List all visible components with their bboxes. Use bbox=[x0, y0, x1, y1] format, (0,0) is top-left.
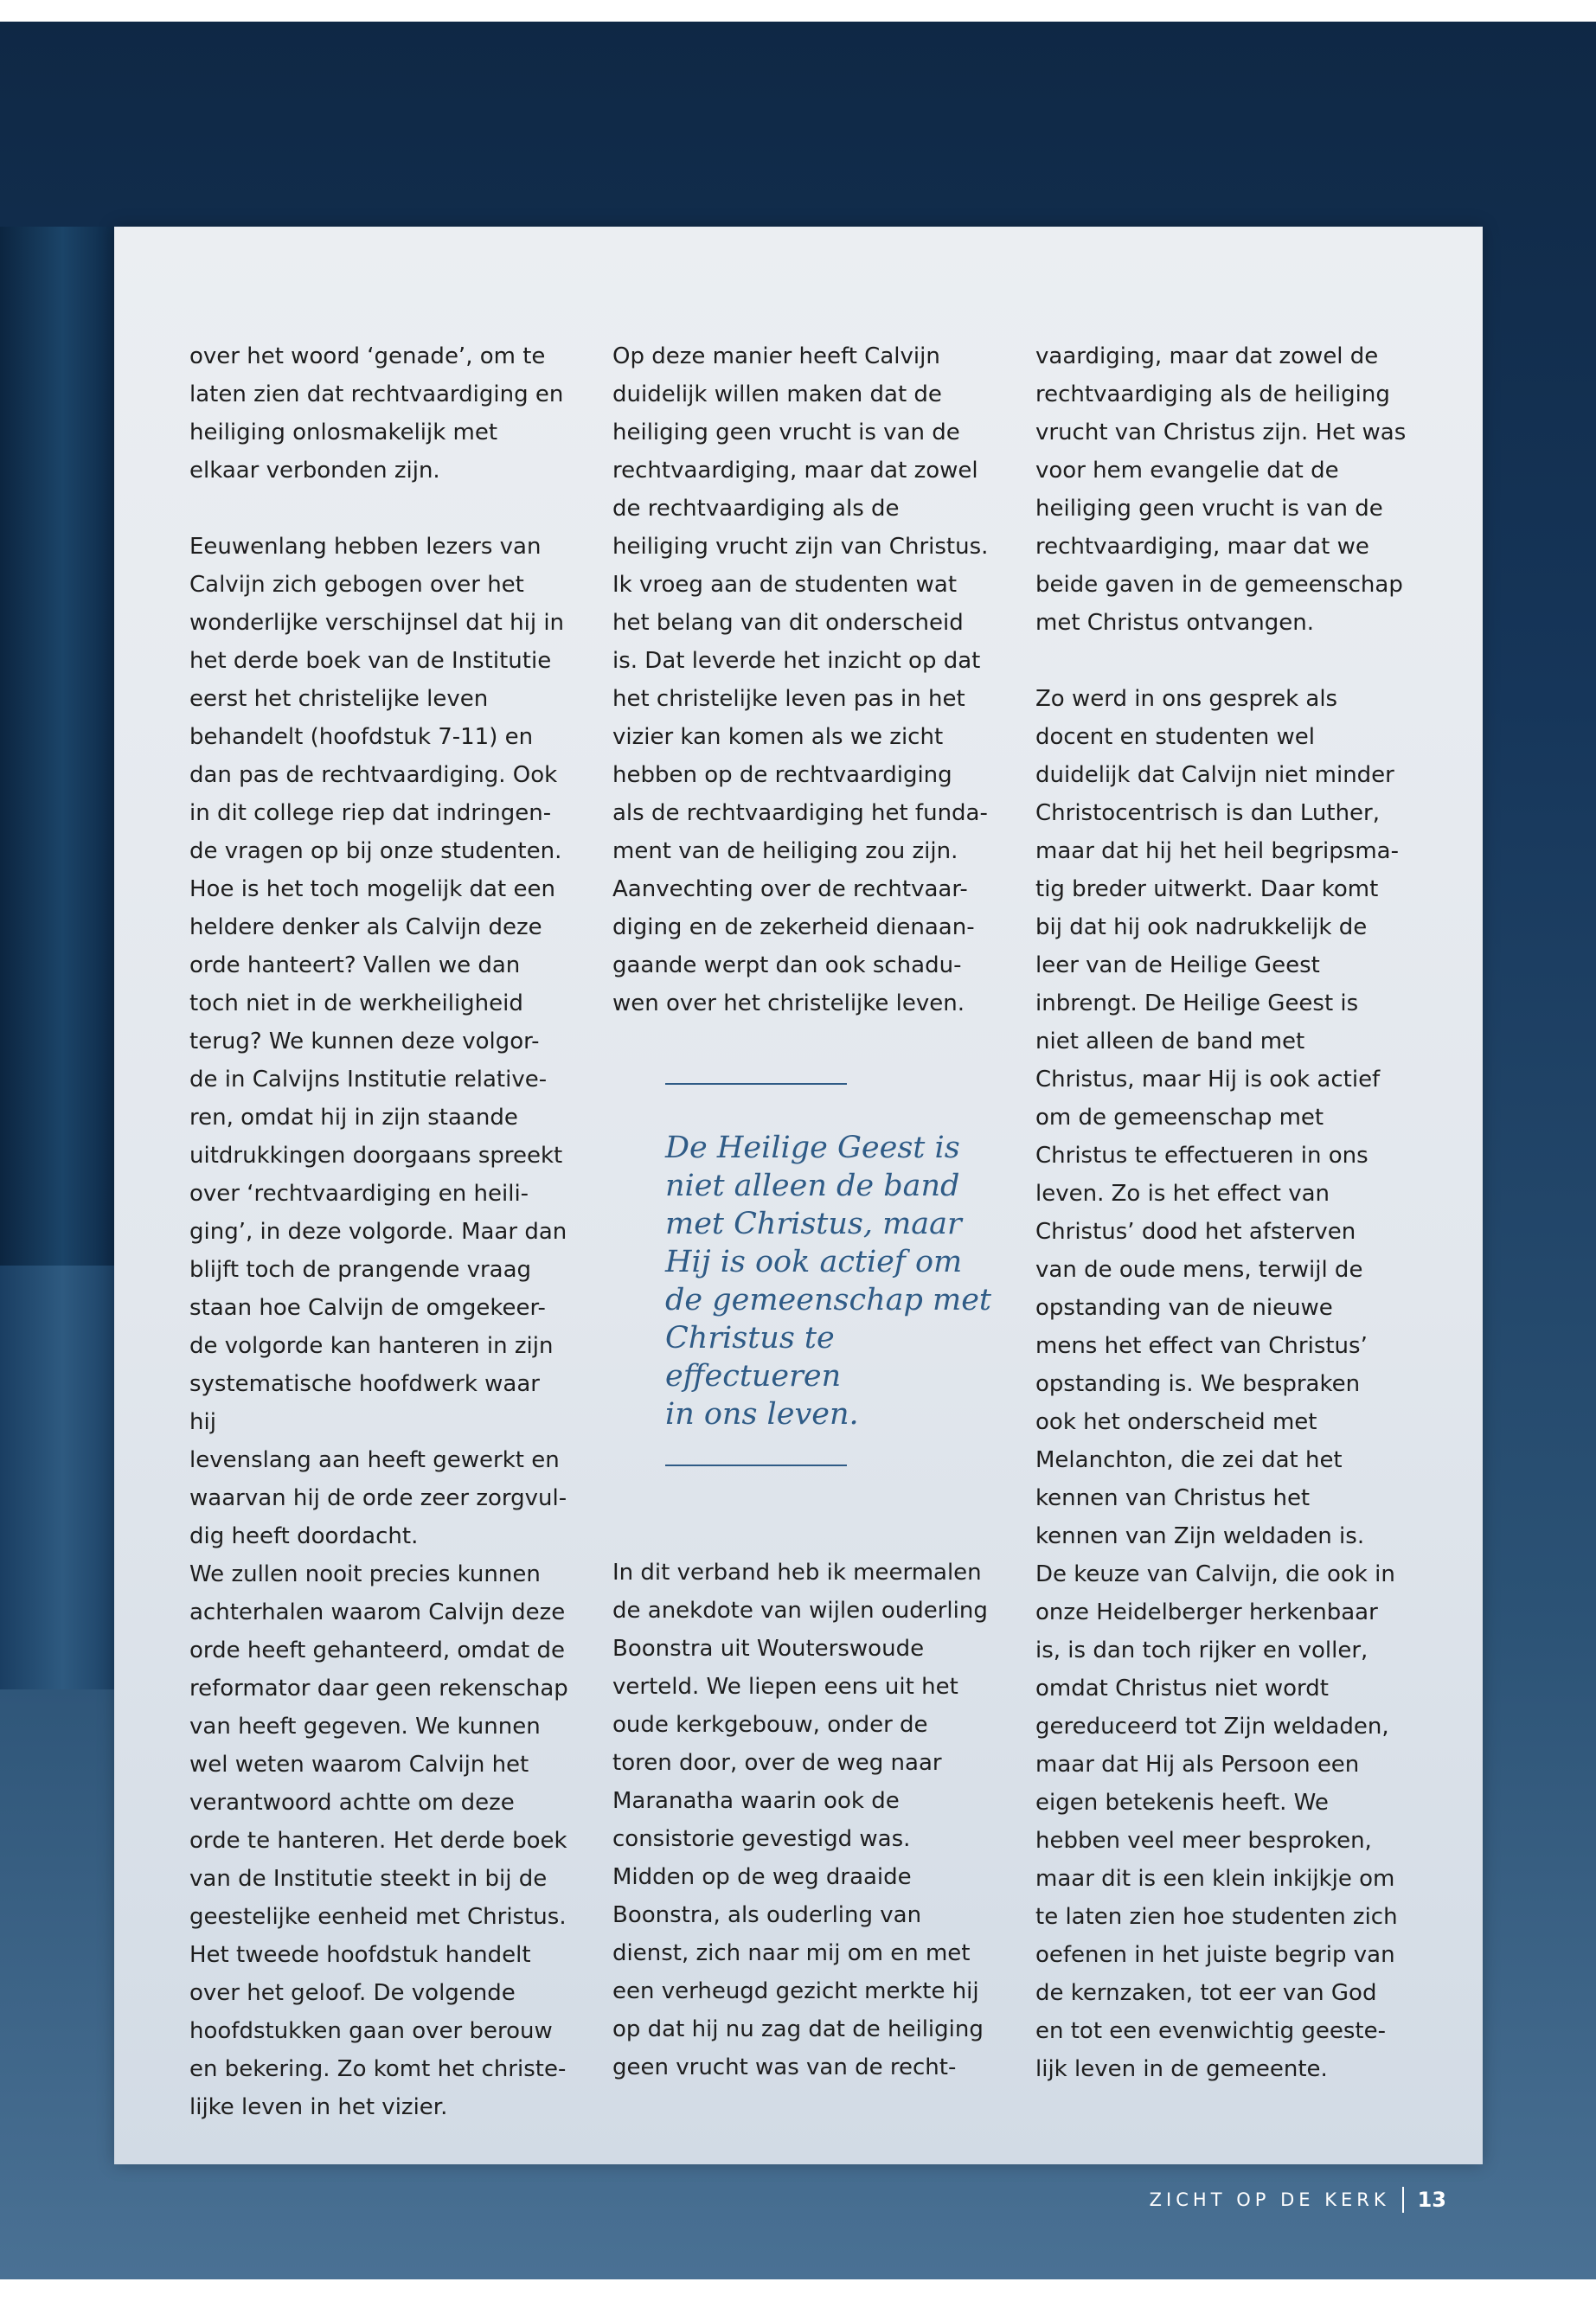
paragraph: over het woord ‘genade’, om te laten zien dat rechtvaardiging en heiliging onlosmakelijk met elkaar verbonden zijn. bbox=[189, 343, 564, 484]
paragraph: De keuze van Calvijn, die ook in onze Heidelberger herkenbaar is, is dan toch rijker en voller, omdat Christus niet wordt gereduceerd tot Zijn weldaden, maar dat Hij als Persoon een eigen betekenis heeft. We hebben veel meer besproken, maar dit is een klein inkijkje om te laten zien hoe studenten zich oefenen in het juiste begrip van de kernzaken, tot eer van God en tot een evenwichtig geeste- lijk leven in de gemeente. bbox=[1035, 1561, 1398, 2082]
paragraph: vaardiging, maar dat zowel de rechtvaardiging als de heiliging vrucht van Christus zijn. Het was voor hem evangelie dat de heiliging geen vrucht is van de rechtvaardiging, maar dat we beide gaven in de gemeenschap met Christus ontvangen. bbox=[1035, 343, 1407, 636]
magazine-name: ZICHT OP DE KERK bbox=[1149, 2189, 1390, 2210]
paragraph: Op deze manier heeft Calvijn duidelijk willen maken dat de heiliging geen vrucht is van de rechtvaardiging, maar dat zowel de rechtvaardiging als de heiliging vrucht zijn van Christus. Ik vroeg aan de studenten wat het belang van dit onderscheid is. Dat leverde het inzicht op dat het christelijke leven pas in het vizier kan komen als we zicht hebben op de rechtvaardiging als de rechtvaardiging het funda- ment van de heiliging zou zijn. Aanvechting over de rechtvaar- diging en de zekerheid dienaan- gaande werpt dan ook schadu- wen over het christelijke leven. bbox=[612, 343, 989, 1016]
page-footer bbox=[1150, 2184, 1446, 2215]
quote-rule-bottom bbox=[665, 1465, 847, 1466]
pull-quote: De Heilige Geest is niet alleen de band met Christus, maar Hij is ook actief om de gemeenschap met Christus te effectueren in ons leven. bbox=[665, 1131, 991, 1432]
paragraph: Zo werd in ons gesprek als docent en studenten wel duidelijk dat Calvijn niet minder Christocentrisch is dan Luther, maar dat hij het heil begripsma- tig breder uitwerkt. Daar komt bij dat hij ook nadrukkelijk de leer van de Heilige Geest inbrengt. De Heilige Geest is niet alleen de band met Christus, maar Hij is ook actief om de gemeenschap met Christus te effectueren in ons leven. Zo is het effect van Christus’ dood het afsterven van de oude mens, terwijl de opstanding van de nieuwe mens het effect van Christus’ opstanding is. We bespraken ook het onderscheid met Melanchton, die zei dat het kennen van Christus het kennen van Zijn weldaden is. bbox=[1035, 686, 1399, 1549]
quote-rule-top bbox=[665, 1083, 847, 1085]
column-3 bbox=[1035, 337, 1416, 2088]
paragraph: Eeuwenlang hebben lezers van Calvijn zich gebogen over het wonderlijke verschijnsel dat hij in het derde boek van de Institutie eerst het christelijke leven behandelt (hoofdstuk 7-11) en dan pas de rechtvaardiging. Ook in dit college riep dat indringen- de vragen op bij onze studenten. Hoe is het toch mogelijk dat een heldere denker als Calvijn deze orde hanteert? Vallen we dan toch niet in de werkheiligheid terug? We kunnen deze volgor- de in Calvijns Institutie relative- ren, omdat hij in zijn staande uitdrukkingen doorgaans spreekt over ‘rechtvaardiging en heili- ging’, in deze volgorde. Maar dan blijft toch de prangende vraag staan hoe Calvijn de omgekeer- de volgorde kan hanteren in zijn systematische hoofdwerk waar hij levenslang aan heeft gewerkt en waarvan hij de orde zeer zorgvul- dig heeft doordacht. bbox=[189, 534, 567, 1549]
column-2-bottom bbox=[612, 1554, 993, 2086]
paragraph: We zullen nooit precies kunnen achterhalen waarom Calvijn deze orde heeft gehanteerd, omdat de reformator daar geen rekenschap van heeft gegeven. We kunnen wel weten waarom Calvijn het verantwoord achtte om deze orde te hanteren. Het derde boek van de Institutie steekt in bij de geestelijke eenheid met Christus. Het tweede hoofdstuk handelt over het geloof. De volgende hoofdstukken gaan over berouw en bekering. Zo komt het christe- lijke leven in het vizier. bbox=[189, 1561, 568, 2120]
column-2-top bbox=[612, 337, 993, 1022]
column-1 bbox=[189, 337, 570, 2126]
paragraph: In dit verband heb ik meermalen de anekdote van wijlen ouderling Boonstra uit Wouterswoude verteld. We liepen eens uit het oude kerkgebouw, onder de toren door, over de weg naar Maranatha waarin ook de consistorie gevestigd was. Midden op de weg draaide Boonstra, als ouderling van dienst, zich naar mij om en met een verheugd gezicht merkte hij op dat hij nu zag dat de heiliging geen vrucht was van de recht- bbox=[612, 1560, 988, 2080]
left-decorative-panel-lower bbox=[0, 1266, 114, 1689]
page-number: 13 bbox=[1417, 2188, 1446, 2212]
footer-divider bbox=[1402, 2187, 1404, 2213]
